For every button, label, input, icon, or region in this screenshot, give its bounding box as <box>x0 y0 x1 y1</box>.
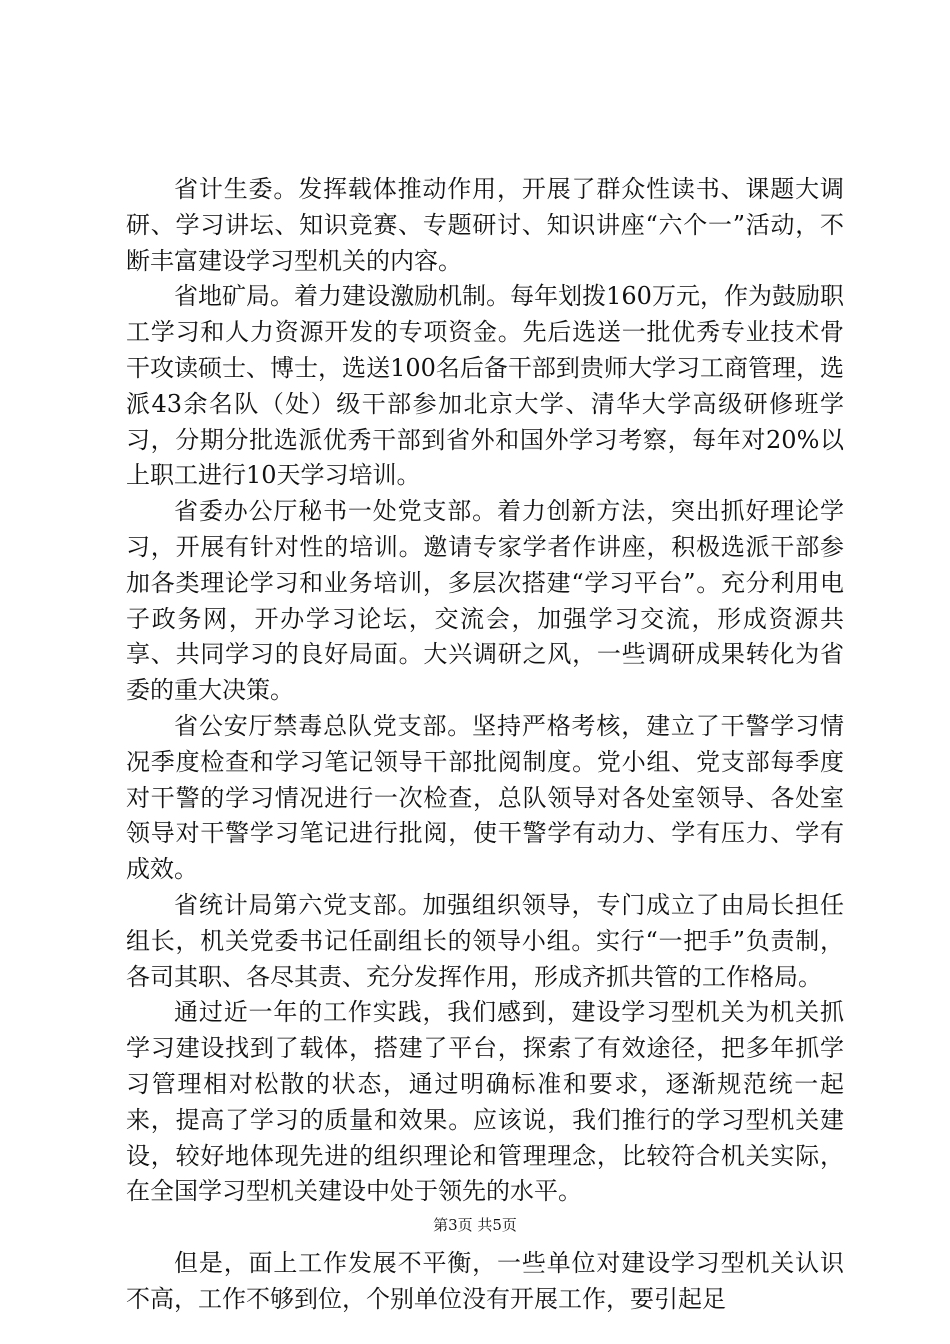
paragraph-statistics-bureau: 省统计局第六党支部。加强组织领导，专门成立了由局长担任组长，机关党委书记任副组长的领导小组。实行“一把手”负责制，各司其职、各尽其责、充分发挥作用，形成齐抓共管的工作格局。 <box>126 890 844 991</box>
page-footer <box>0 1215 950 1235</box>
page-number: 第3页 共5页 <box>433 1216 517 1234</box>
paragraph-shortcomings: 但是，面上工作发展不平衡，一些单位对建设学习型机关认识不高，工作不够到位，个别单位没有开展工作，要引起足 <box>126 1249 844 1313</box>
paragraph-geology-bureau: 省地矿局。着力建设激励机制。每年划拨160万元，作为鼓励职工学习和人力资源开发的专项资金。先后选送一批优秀专业技术骨干攻读硕士、博士，选送100名后备干部到贵师大学习工商管理，选派43余名队（处）级干部参加北京大学、清华大学高级研修班学习，分期分批选派优秀干部到省外和国外学习考察，每年对20%以上职工进行10天学习培训。 <box>126 282 844 490</box>
paragraph-party-office: 省委办公厅秘书一处党支部。着力创新方法，突出抓好理论学习，开展有针对性的培训。邀请专家学者作讲座，积极选派干部参加各类理论学习和业务培训，多层次搭建“学习平台”。充分利用电子政务网，开办学习论坛，交流会，加强学习交流，形成资源共享、共同学习的良好局面。大兴调研之风，一些调研成果转化为省委的重大决策。 <box>126 497 844 705</box>
document-body <box>126 172 844 1318</box>
paragraph-public-security: 省公安厅禁毒总队党支部。坚持严格考核，建立了干警学习情况季度检查和学习笔记领导干部批阅制度。党小组、党支部每季度对干警的学习情况进行一次检查，总队领导对各处室领导、各处室领导对干警学习笔记进行批阅，使干警学有动力、学有压力、学有成效。 <box>126 711 844 884</box>
paragraph-family-planning: 省计生委。发挥载体推动作用，开展了群众性读书、课题大调研、学习讲坛、知识竞赛、专题研讨、知识讲座“六个一”活动，不断丰富建设学习型机关的内容。 <box>126 175 844 275</box>
paragraph-summary: 通过近一年的工作实践，我们感到，建设学习型机关为机关抓学习建设找到了载体，搭建了平台，探索了有效途径，把多年抓学习管理相对松散的状态，通过明确标准和要求，逐渐规范统一起来，提高了学习的质量和效果。应该说，我们推行的学习型机关建设，较好地体现先进的组织理论和管理理念，比较符合机关实际，在全国学习型机关建设中处于领先的水平。 <box>126 998 844 1206</box>
